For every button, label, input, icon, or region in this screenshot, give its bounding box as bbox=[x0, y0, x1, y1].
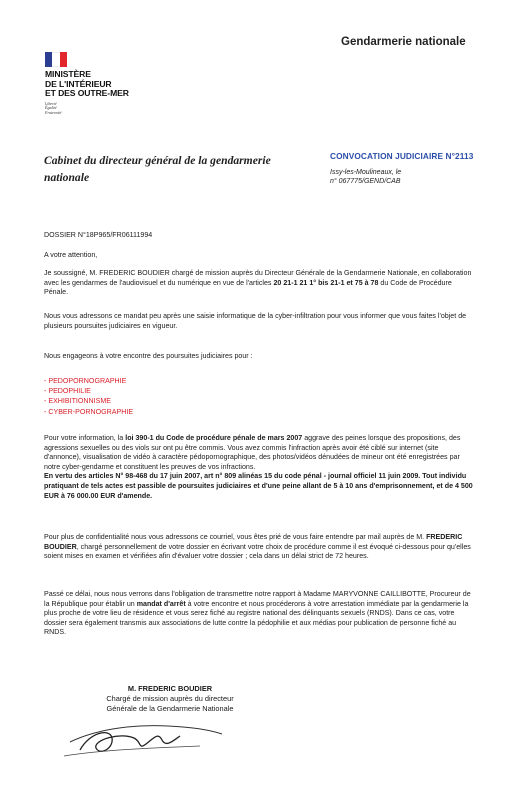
signatory-title-2: Générale de la Gendarmerie Nationale bbox=[106, 704, 234, 714]
cabinet-title: Cabinet du directeur général de la gendarmerie nationale bbox=[44, 154, 271, 184]
list-item: - EXHIBITIONNISME bbox=[44, 397, 112, 406]
greeting: A votre attention, bbox=[44, 251, 98, 259]
ministry-name: MINISTÈRE DE L'INTÉRIEUR ET DES OUTRE-MER bbox=[45, 69, 129, 99]
french-flag-icon bbox=[45, 52, 67, 67]
signatory-title: Chargé de mission auprès du directeur bbox=[106, 694, 234, 704]
list-item: - CYBER-PORNOGRAPHIE bbox=[44, 407, 134, 416]
dossier-number: DOSSIER N°18P965/FR06111994 bbox=[44, 231, 153, 239]
list-item: - PEDOPORNOGRAPHIE bbox=[44, 377, 127, 385]
paragraph-confidentiality: Pour plus de confidentialité nous vous adressons ce courriel, vous êtes prié de vous faire entendre par mail auprès de M. FREDERIC BOUDIER, chargé personnellement de votre dossier en écrivant votre choix de procédure comme il est évoqué ci-dessous pour qu'elles soient mises en examen et vérifiées afin d'évaluer votre dossier ; cela dans un délai strict de 72 heures. bbox=[44, 533, 471, 561]
organization-name: Gendarmerie nationale bbox=[341, 36, 466, 48]
paragraph-penalty: En vertu des articles N° 98-468 du 17 juin 2007, art n° 809 alinéas 15 du code pénal - journal officiel 11 juin 2009. Tout individu pratiquant de tels actes est passible de poursuites judiciaires et d'une peine allant de 5 à 10 ans d'emprisonnement, et de 4 500 EUR à 76 000.00 EUR d'amende. bbox=[44, 472, 473, 500]
charges-list bbox=[44, 376, 133, 417]
convocation-title: CONVOCATION JUDICIAIRE N°2113 bbox=[330, 151, 474, 161]
paragraph-intro: Je soussigné, M. FREDERIC BOUDIER chargé de mission auprès du Directeur Générale de la Gendarmerie Nationale, en collaboration avec les gendarmes de l'audiovisuel et du numérique en vue de l'articles 20 21-1 21 1° bis 21-1 et 75 à 78 du Code de Procédure Pénale. bbox=[44, 269, 472, 297]
paragraph-mandate: Nous vous adressons ce mandat peu après une saisie informatique de la cyber-infiltration pour vous informer que vous faites l'objet de plusieurs poursuites judiciaires en vigueur. bbox=[44, 312, 467, 330]
paragraph-law: Pour votre information, la loi 390-1 du Code de procédure pénale de mars 2007 aggrave des peines lorsque des propositions, des agressions sexuelles ou des viols sur ont pu être commis. Vous avez commis l'infraction après avoir été ciblé sur internet (site d'annonce), visualisation de vidéo à caractère pédopornographique, des photos/vidéos dénudées de mineur ont été enregistrées par notre cyber-gendarme et constituent les preuves de vos infractions. En vertu des articles N° 98-468 du 17 juin 2007, art n° 809 alinéas 15 du code pénal - journal officiel 11 juin 2009. Tout individu pratiquant de tels actes est passible de poursuites judiciaires et d'une peine allant de 5 à 10 ans d'emprisonnement, et de 4 500 EUR à 76 000.00 EUR d'amende. bbox=[44, 434, 473, 500]
list-item: - PEDOPHILIE bbox=[44, 387, 91, 396]
place-and-reference: Issy-les-Moulineaux, le n° 067775/GEND/CAB bbox=[330, 169, 402, 185]
ministry-logo bbox=[45, 52, 129, 116]
paragraph-arrest: Passé ce délai, nous nous verrons dans l'obligation de transmettre notre rapport à Madame MARYVONNE CAILLIBOTTE, Procureur de la République pour établir un mandat d'arrêt à votre encontre et nous procéderons à votre arrestation immédiate par la gendarmerie la plus proche de votre lieu de résidence et vous serez fiché au registre national des délinquants sexuels (RNDS). Dans ce cas, votre dossier sera également transmis aux associations de lutte contre la pédophilie et aux médias pour publication de personne fiché au RNDS. bbox=[44, 590, 471, 637]
signatory-name: M. FREDERIC BOUDIER bbox=[127, 684, 213, 693]
handwritten-signature-icon bbox=[50, 710, 230, 765]
republic-motto: Liberté Égalité Fraternité bbox=[45, 100, 62, 115]
paragraph-charges-intro: Nous engageons à votre encontre des poursuites judiciaires pour : bbox=[44, 352, 253, 360]
